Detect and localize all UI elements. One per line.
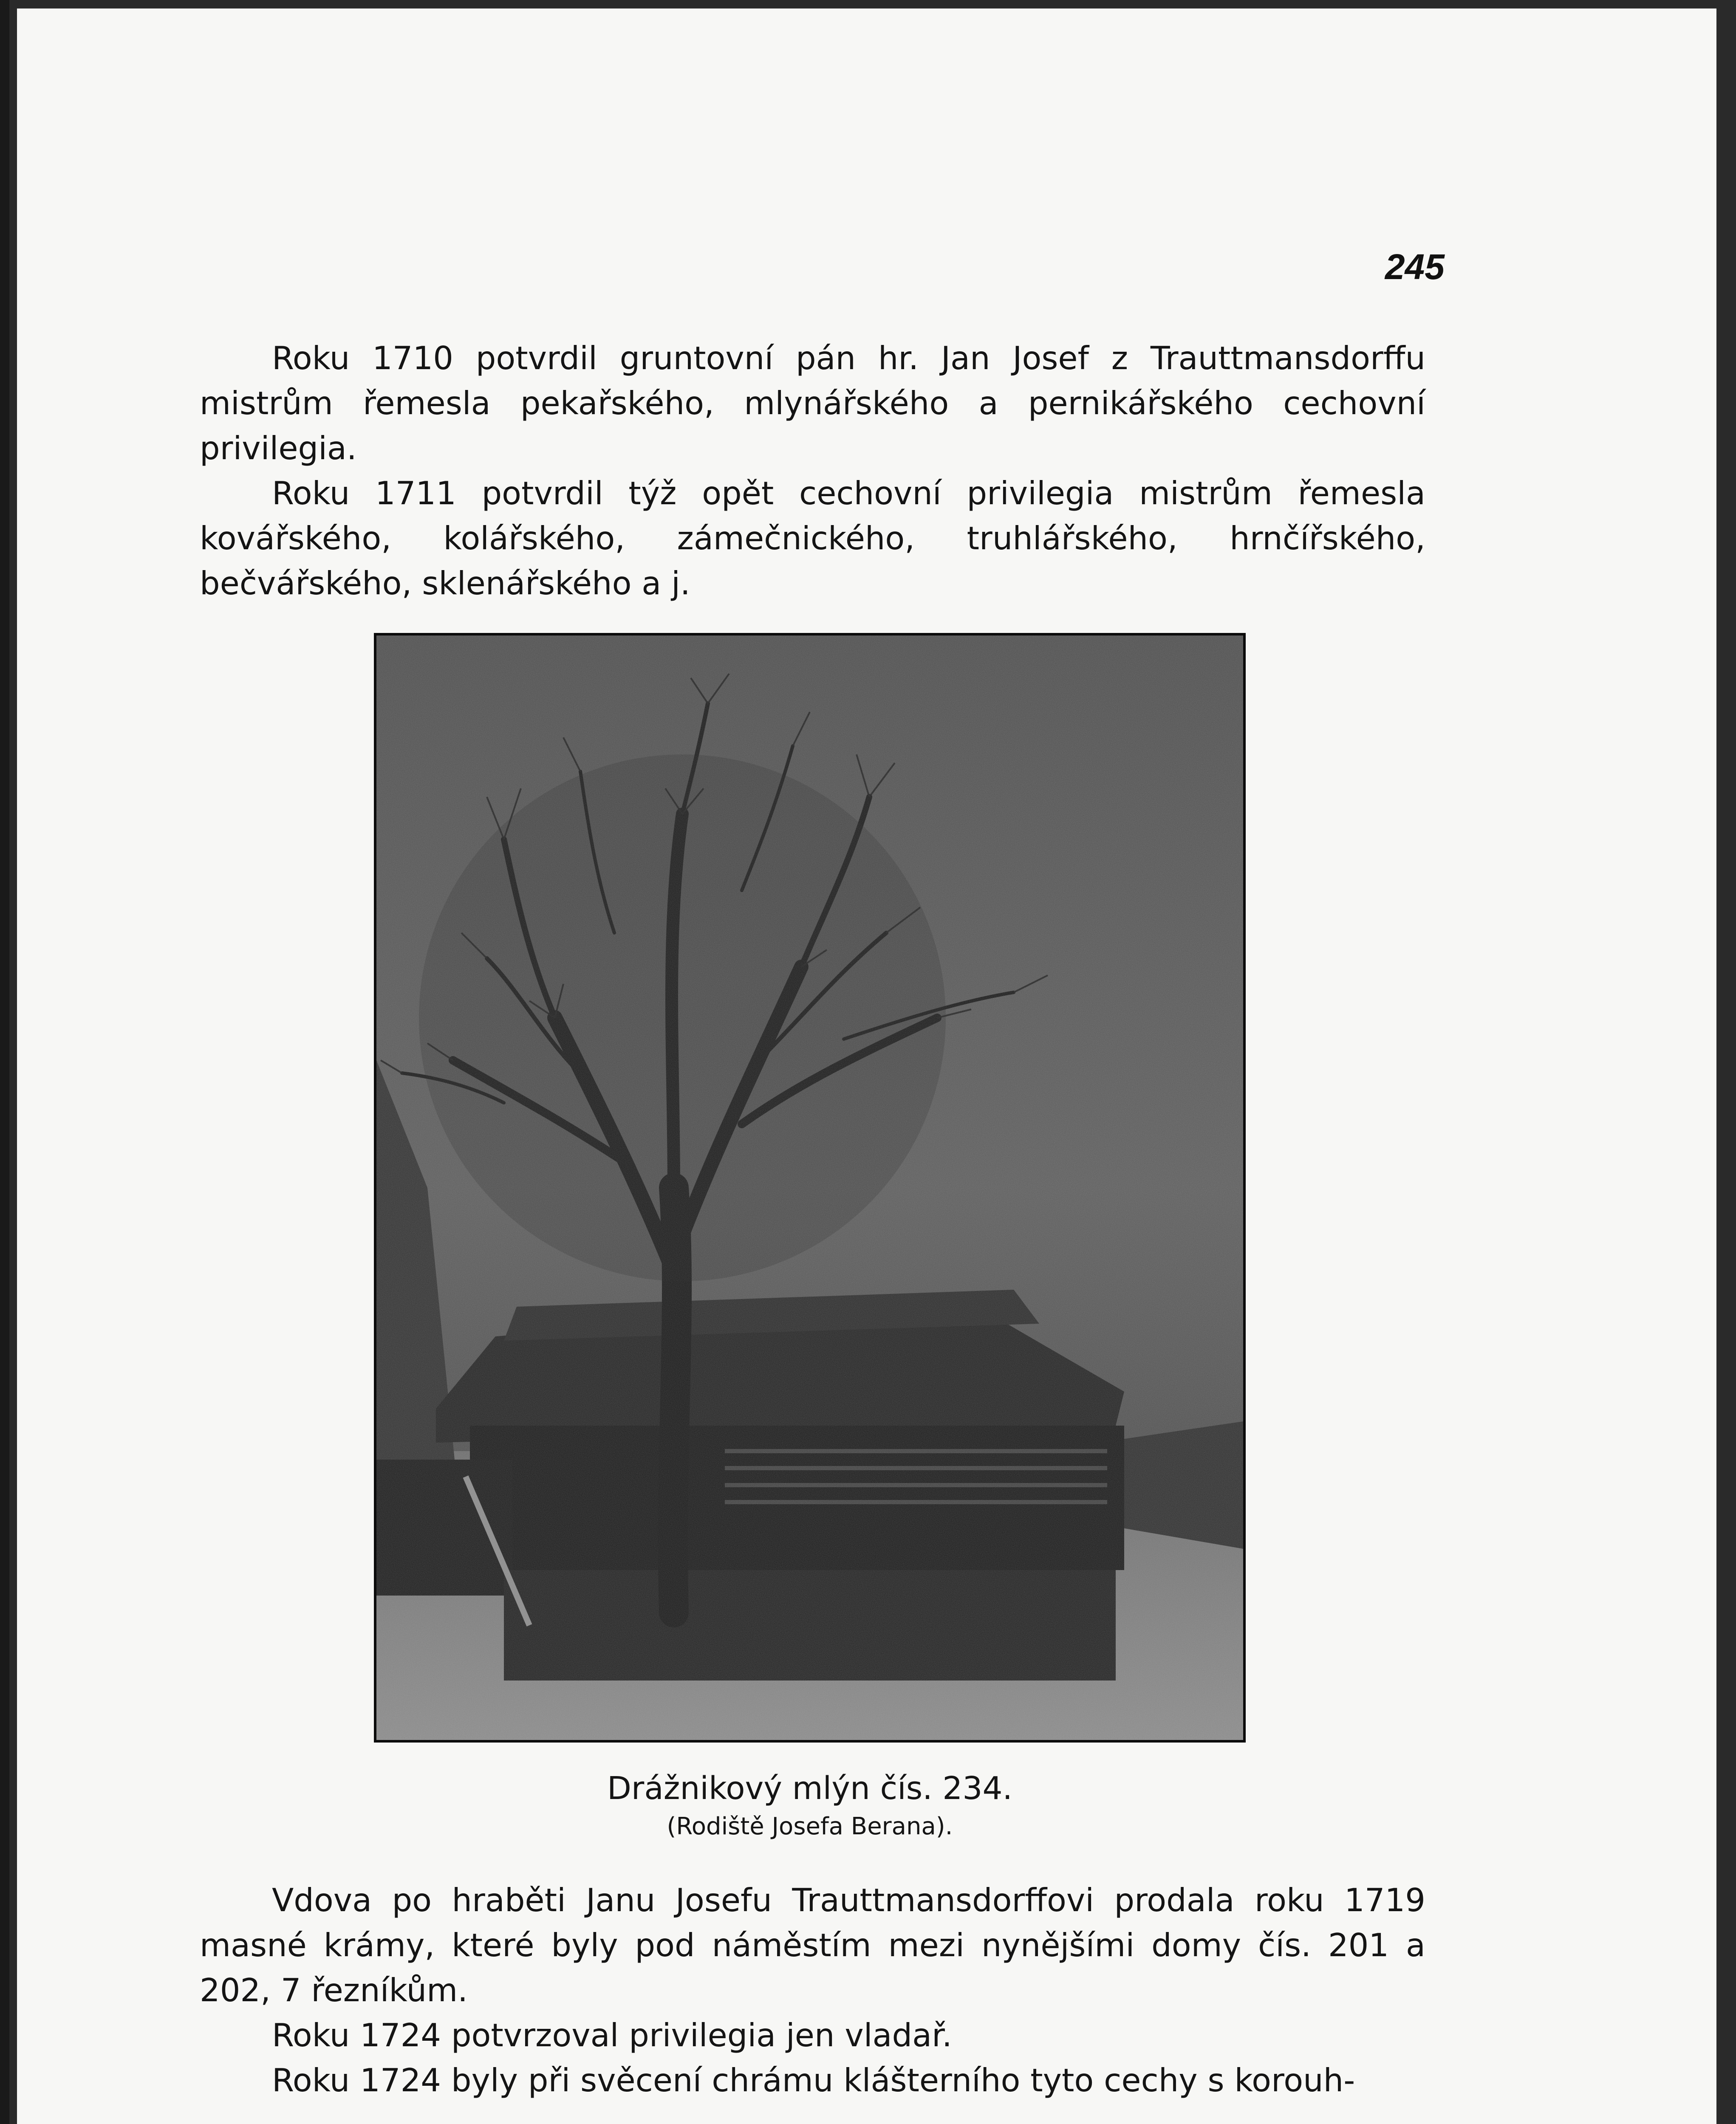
page-number: 245 (1385, 247, 1445, 287)
top-text-block (200, 336, 1425, 606)
mill-photo-illustration (376, 636, 1243, 1740)
caption-title: Drážnikový mlýn čís. 234. (607, 1770, 1013, 1807)
figure-caption (374, 1767, 1246, 1844)
paragraph-1711: Roku 1711 potvrdil týž opět cechovní privilegia mistrům řemesla kovářského, kolářského, zámečnického, truhlářského, hrnčířského, bečvářského, sklenářského a j. (200, 475, 1425, 602)
paragraph-1710: Roku 1710 potvrdil gruntovní pán hr. Jan Josef z Trauttmansdorffu mistrům řemesla pekařského, mlynářského a pernikářského cechovní privilegia. (200, 339, 1425, 467)
caption-subtitle: (Rodiště Josefa Berana). (667, 1813, 953, 1840)
paragraph-1724-privilegia: Roku 1724 potvrzoval privilegia jen vladař. (272, 2017, 952, 2054)
book-page (17, 8, 1716, 2124)
bottom-text-block (200, 1878, 1425, 2103)
paragraph-1724-cechy: Roku 1724 byly při svěcení chrámu klášterního tyto cechy s korouh- (272, 2062, 1355, 2099)
binding-edge (0, 0, 9, 2124)
mill-photograph (374, 633, 1246, 1743)
paragraph-1719: Vdova po hraběti Janu Josefu Trauttmansdorffovi prodala roku 1719 masné krámy, které byly pod náměstím mezi nynějšími domy čís. 201 a 202, 7 řezníkům. (200, 1881, 1425, 2009)
